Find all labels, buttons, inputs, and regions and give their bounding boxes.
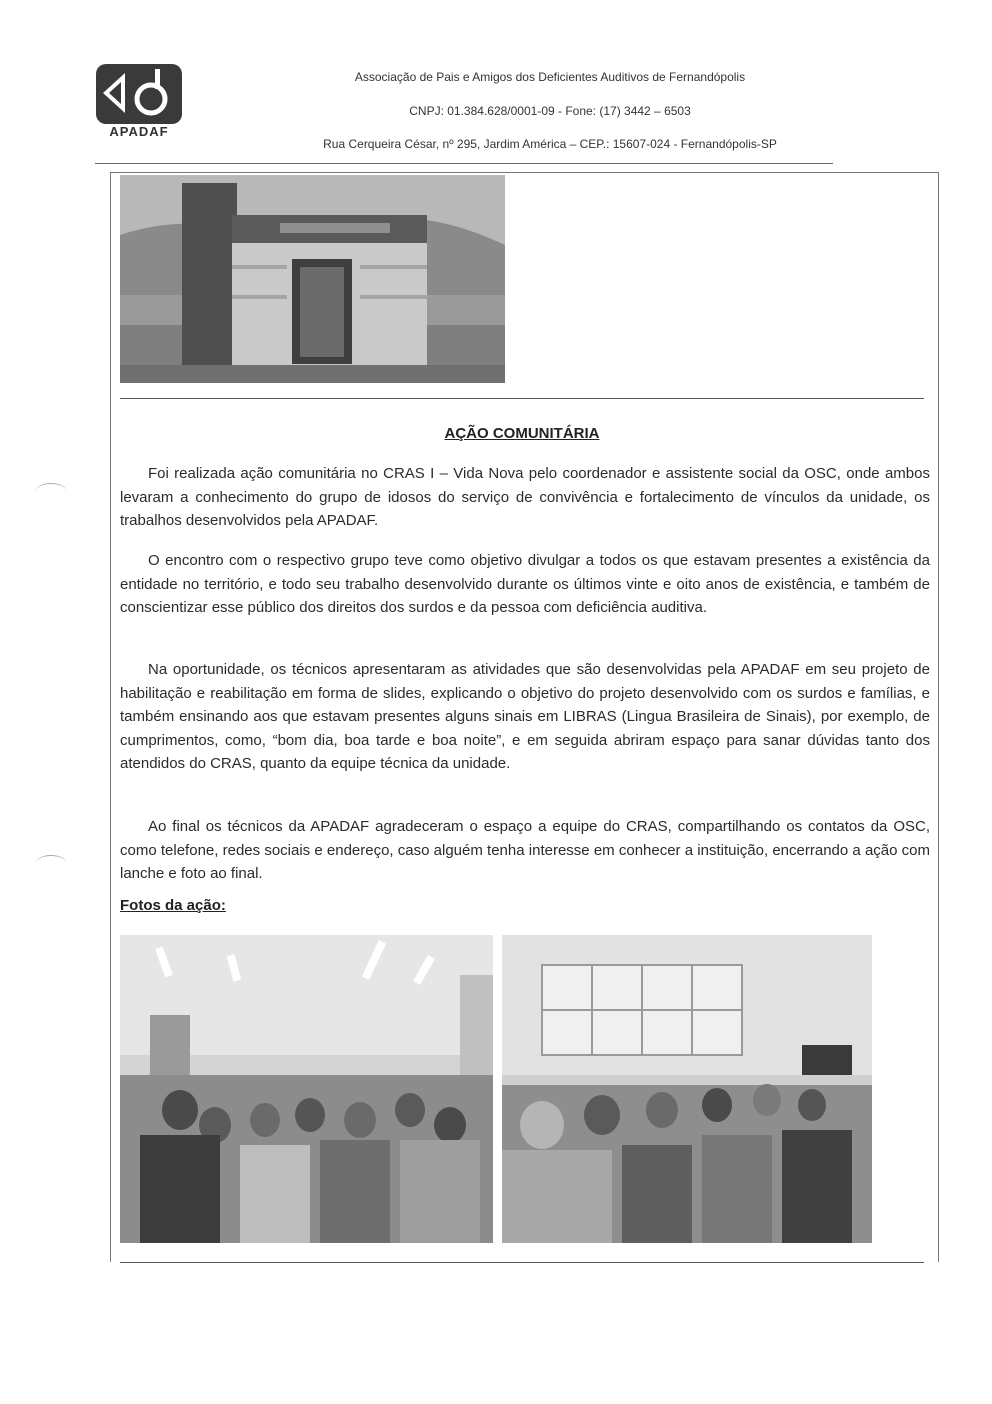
logo-wordmark: APADAF	[109, 124, 169, 139]
section-title: AÇÃO COMUNITÁRIA	[444, 425, 600, 442]
margin-mark	[36, 855, 66, 870]
section-divider	[120, 398, 924, 399]
margin-mark	[36, 483, 66, 498]
frame-right	[938, 172, 939, 1262]
frame-top	[110, 172, 938, 173]
apadaf-logo	[95, 63, 183, 125]
event-photo-2	[502, 935, 872, 1243]
paragraph-1: Foi realizada ação comunitária no CRAS I – Vida Nova pelo coordenador e assistente social da OSC, onde ambos levaram a conhecimento do grupo de idosos do serviço de convivência e fortalecimento de vínculos da unidade, os trabalhos desenvolvidos pela APADAF.	[120, 465, 930, 529]
org-address: Rua Cerqueira César, nº 295, Jardim América – CEP.: 15607-024 - Fernandópolis-SP	[323, 137, 777, 151]
paragraph-3: Na oportunidade, os técnicos apresentaram as atividades que são desenvolvidas pela APADAF em seu projeto de habilitação e reabilitação em forma de slides, explicando o objetivo do projeto desenvolvido com os surdos e famílias, e também ensinando aos que estavam presentes alguns sinais em LIBRAS (Lingua Brasileira de Sinais), por exemplo, de cumprimentos, como, “bom dia, boa tarde e boa noite”, e em seguida abriram espaço para sanar dúvidas tanto dos atendidos do CRAS, quanto da equipe técnica da unidade.	[120, 661, 930, 772]
bottom-divider	[120, 1262, 924, 1263]
org-registration: CNPJ: 01.384.628/0001-09 - Fone: (17) 3442 – 6503	[409, 104, 691, 118]
paragraph-4: Ao final os técnicos da APADAF agradeceram o espaço a equipe do CRAS, compartilhando os contatos da OSC, como telefone, redes sociais e endereço, caso alguém tenha interesse em conhecer a instituição, encerrando a ação com lanche e foto ao final.	[120, 818, 930, 882]
org-name: Associação de Pais e Amigos dos Deficientes Auditivos de Fernandópolis	[354, 70, 746, 84]
paragraph-2: O encontro com o respectivo grupo teve como objetivo divulgar a todos os que estavam presentes a existência da entidade no território, e todo seu trabalho desenvolvido durante os últimos vinte e oito anos de existência, e também de conscientizar esse público dos direitos dos surdos e da pessoa com deficiência auditiva.	[120, 552, 930, 616]
building-photo	[120, 175, 505, 383]
frame-left	[110, 172, 111, 1262]
header-divider	[95, 163, 833, 164]
event-photo-1	[120, 935, 493, 1243]
photos-label: Fotos da ação:	[120, 897, 226, 914]
